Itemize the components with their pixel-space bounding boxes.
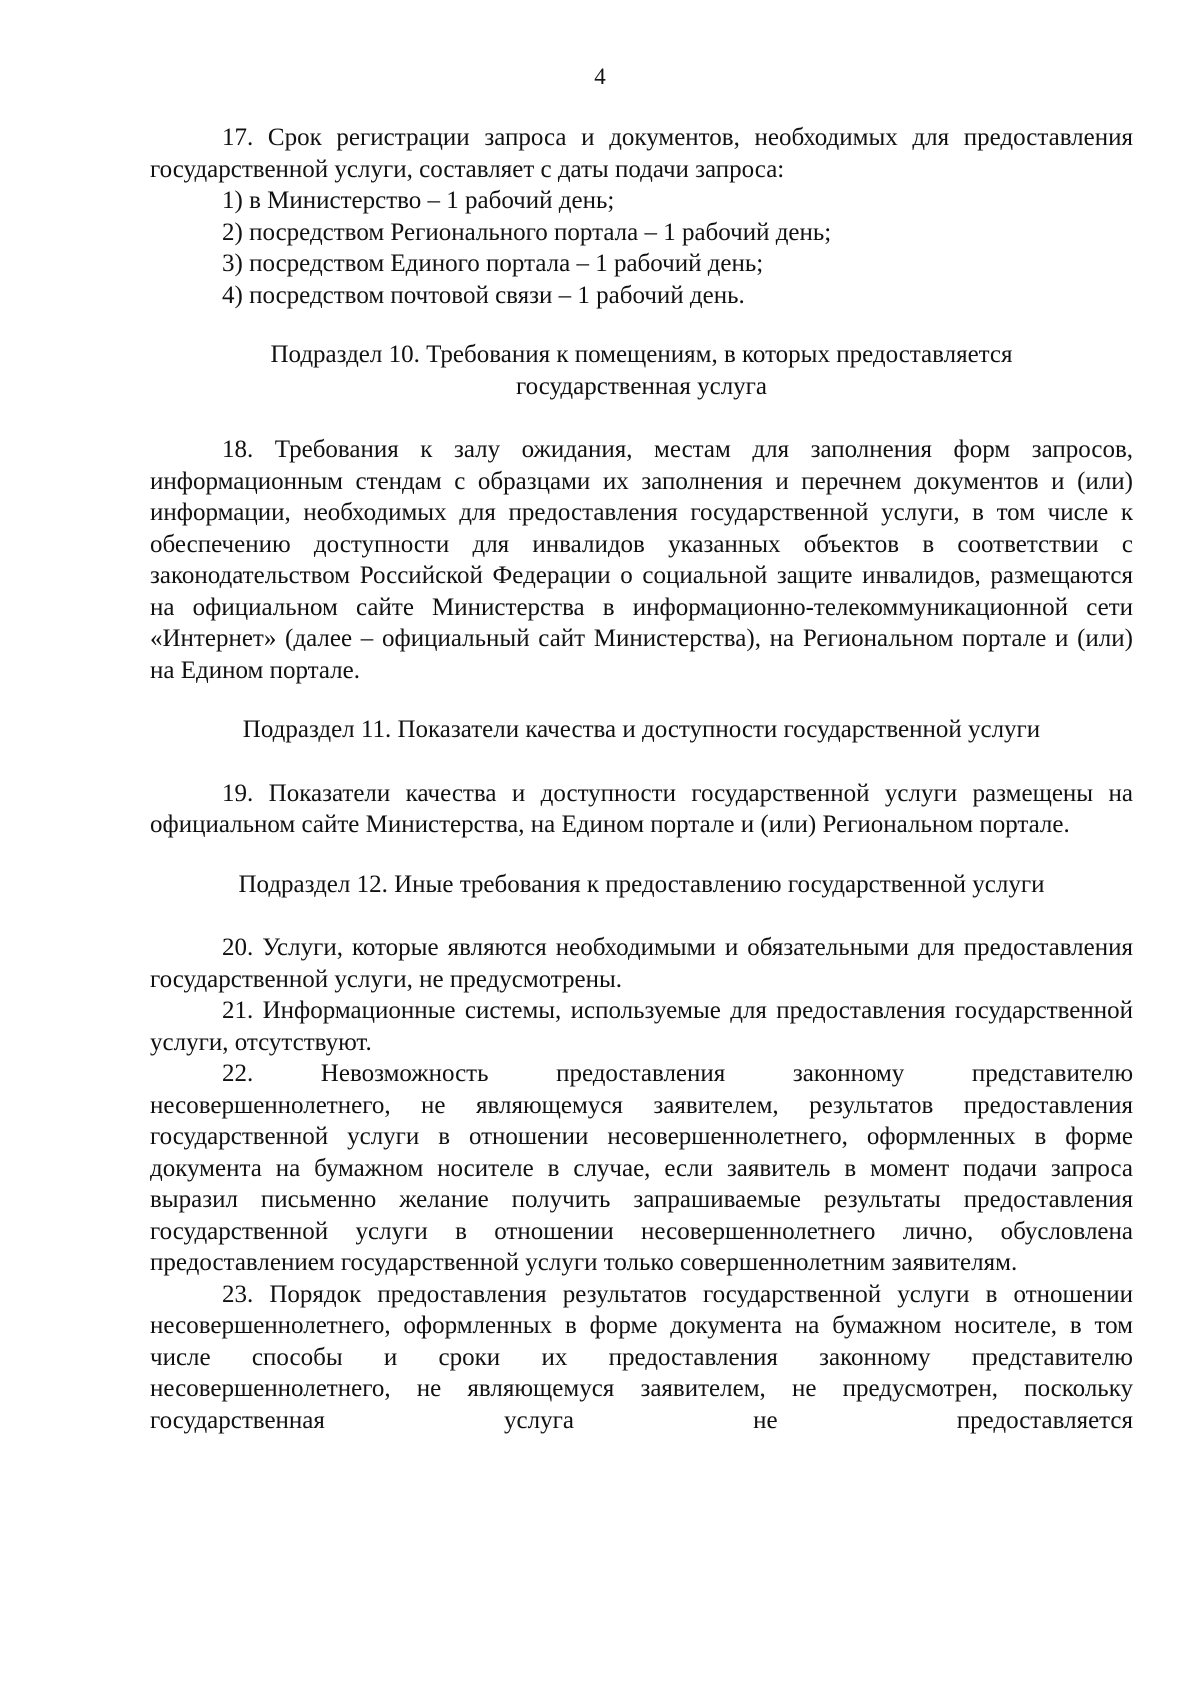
paragraph-21: 21. Информационные системы, используемые для предоставления государственной услуги, отсутствуют. [150,997,1133,1056]
list-item-4: 4) посредством почтовой связи – 1 рабочий день. [222,281,745,309]
paragraph-17: 17. Срок регистрации запроса и документов, необходимых для предоставления государственной услуги, составляет с даты подачи запроса: [150,124,1133,183]
paragraph-22: 22. Невозможность предоставления законному представителю несовершеннолетнего, не являющемуся заявителем, результатов предоставления государственной услуги в отношении несовершеннолетнего, оформленных в форме документа на бумажном носителе в случае, если заявитель в момент подачи запроса выразил письменно желание получить запрашиваемые результаты предоставления государственной услуги в отношении несовершеннолетнего лично, обусловлена предоставлением государственной услуги только совершеннолетним заявителям. [150,1060,1133,1276]
paragraph-18: 18. Требования к залу ожидания, местам для заполнения форм запросов, информационным стендам с образцами их заполнения и перечнем документов и (или) информации, необходимых для предоставления государственной услуги, в том числе к обеспечению доступности для инвалидов указанных объектов в соответствии с законодательством Российской Федерации о социальной защите инвалидов, размещаются на официальном сайте Министерства в информационно-телекоммуникационной сети «Интернет» (далее – официальный сайт Министерства), на Региональном портале и (или) на Едином портале. [150,436,1133,684]
page-number: 4 [594,64,606,89]
subsection-heading-11: Подраздел 11. Показатели качества и доступности государственной услуги [242,716,1041,743]
list-item-2: 2) посредством Регионального портала – 1 рабочий день; [222,218,832,246]
subsection-heading-10: Подраздел 10. Требования к помещениям, в которых предоставляется государственная услуга [270,341,1013,400]
list-item-1: 1) в Министерство – 1 рабочий день; [222,187,615,214]
paragraph-19: 19. Показатели качества и доступности государственной услуги размещены на официальном сайте Министерства, на Едином портале и (или) Региональном портале. [150,779,1133,838]
document-body [150,122,1133,1436]
subsection-heading-12: Подраздел 12. Иные требования к предоставлению государственной услуги [238,870,1045,898]
paragraph-20: 20. Услуги, которые являются необходимыми и обязательными для предоставления государственной услуги, не предусмотрены. [150,934,1133,993]
list-item-3: 3) посредством Единого портала – 1 рабочий день; [222,250,764,277]
paragraph-23: 23. Порядок предоставления результатов государственной услуги в отношении несовершеннолетнего, оформленных в форме документа на бумажном носителе, в том числе способы и сроки их предоставления законному представителю несовершеннолетнего, не являющемуся заявителем, не предусмотрен, поскольку государственная услуга не предоставляется [150,1280,1133,1434]
